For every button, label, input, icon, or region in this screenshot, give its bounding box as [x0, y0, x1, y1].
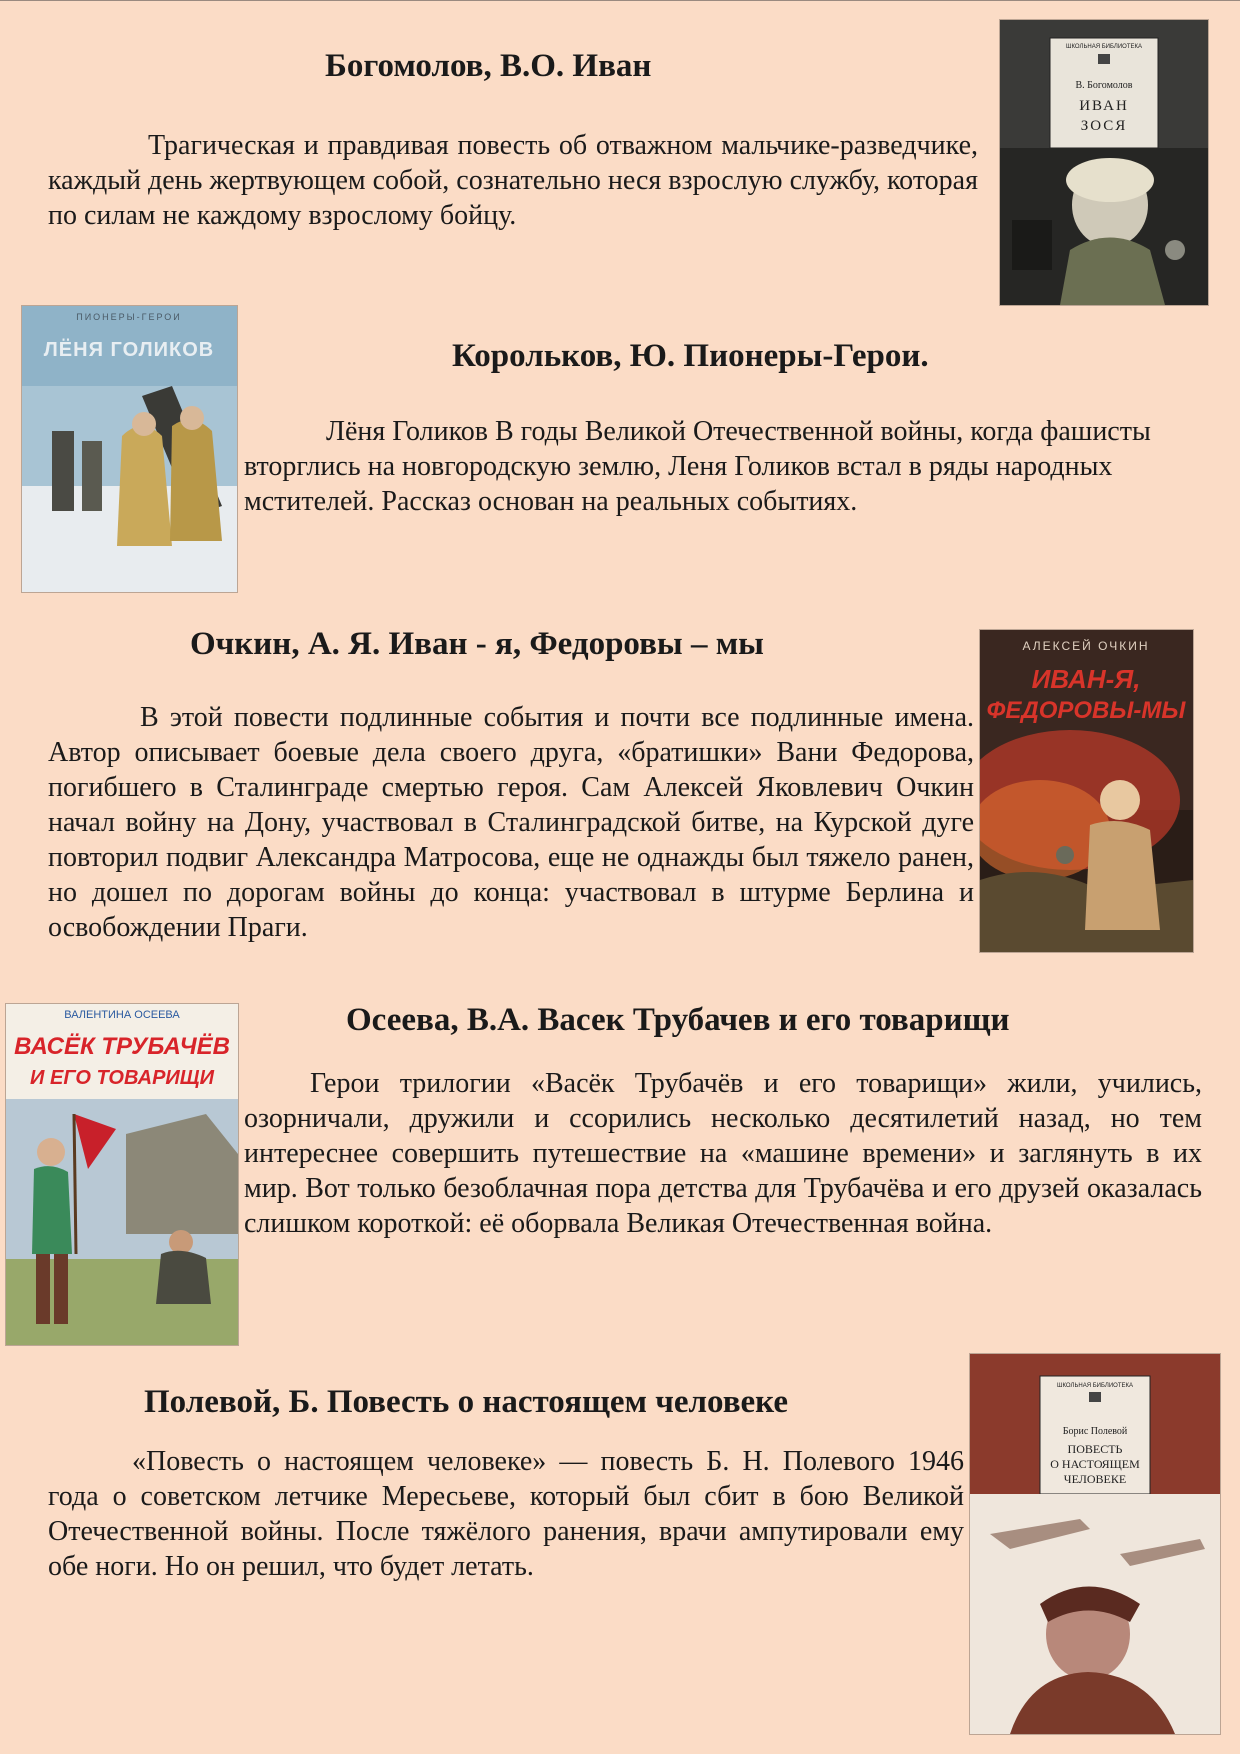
book-cover-image: [1000, 20, 1208, 305]
book-description: «Повесть о настоящем человеке» — повесть Б. Н. Полевого 1946 года о советском летчике Мересьеве, который был сбит в бою Великой Отечественной войны. После тяжёлого ранения, врачи ампутировали ему обе ноги. Но он решил, что будет летать.: [48, 1446, 964, 1582]
cover-title-line1: ВАСЁК ТРУБАЧЁВ: [14, 1033, 230, 1060]
book-description: В этой повести подлинные события и почти все подлинные имена. Автор описывает боевые дела своего друга, «братишки» Вани Федорова, погибшего в Сталинграде смертью героя. Сам Алексей Яковлевич Очкин начал войну на Дону, участвовал в Сталинградской битве, на Курской дуге повторил подвиг Александра Матросова, еще не однажды был тяжело ранен, но дошел по дорогам войны до конца: участвовал в штурме Берлина и освобождении Праги.: [48, 702, 974, 943]
cover-series-label: ПИОНЕРЫ-ГЕРОИ: [76, 312, 182, 322]
book-title: Корольков, Ю. Пионеры-Герои.: [452, 338, 929, 374]
cover-title-line2: О НАСТОЯЩЕМ: [1050, 1457, 1140, 1471]
cover-author: Борис Полевой: [1062, 1426, 1128, 1437]
cover-title-line1: ИВАН: [1079, 98, 1129, 114]
book-cover-image: [980, 630, 1193, 952]
cover-author: В. Богомолов: [1075, 80, 1133, 91]
cover-author: ВАЛЕНТИНА ОСЕЕВА: [64, 1009, 180, 1021]
book-title: Очкин, А. Я. Иван - я, Федоровы – мы: [190, 626, 764, 662]
cover-series-label: ШКОЛЬНАЯ БИБЛИОТЕКА: [1056, 1383, 1134, 1389]
book-cover-image: [970, 1354, 1220, 1734]
book-cover-image: [6, 1004, 238, 1345]
cover-title: ЛЁНЯ ГОЛИКОВ: [43, 339, 215, 361]
book-title: Богомолов, В.О. Иван: [325, 48, 652, 84]
book-title: Полевой, Б. Повесть о настоящем человеке: [144, 1384, 788, 1420]
book-description: Герои трилогии «Васёк Трубачёв и его товарищи» жили, учились, озорничали, дружили и ссорились несколько десятилетий назад, но тем интереснее совершить путешествие на «машине времени» и заглянуть в их мир. Вот только безоблачная пора детства для Трубачёва и его друзей оказалась слишком короткой: её оборвала Великая Отечественная война.: [244, 1068, 1202, 1239]
book-description: Трагическая и правдивая повесть об отважном мальчике-разведчике, каждый день жертвующем собой, сознательно неся взрослую службу, которая по силам не каждому взрослому бойцу.: [48, 130, 978, 231]
page-top-border: [0, 0, 1240, 1]
book-description: Лёня Голиков В годы Великой Отечественной войны, когда фашисты вторглись на новгородскую землю, Леня Голиков встал в ряды народных мстителей. Рассказ основан на реальных событиях.: [244, 416, 1151, 517]
cover-author: АЛЕКСЕЙ ОЧКИН: [1022, 639, 1150, 653]
cover-title-line2: ФЕДОРОВЫ-МЫ: [986, 697, 1186, 724]
cover-title-line2: ЗОСЯ: [1080, 118, 1128, 134]
cover-title-line3: ЧЕЛОВЕКЕ: [1063, 1472, 1127, 1486]
cover-title-line1: ПОВЕСТЬ: [1067, 1442, 1123, 1456]
cover-series-label: ШКОЛЬНАЯ БИБЛИОТЕКА: [1065, 44, 1143, 50]
book-cover-image: [22, 306, 237, 592]
cover-title-line2: И ЕГО ТОВАРИЩИ: [30, 1067, 214, 1089]
cover-title-line1: ИВАН-Я,: [1031, 664, 1141, 694]
book-title: Осеева, В.А. Васек Трубачев и его товарищи: [346, 1002, 1010, 1038]
